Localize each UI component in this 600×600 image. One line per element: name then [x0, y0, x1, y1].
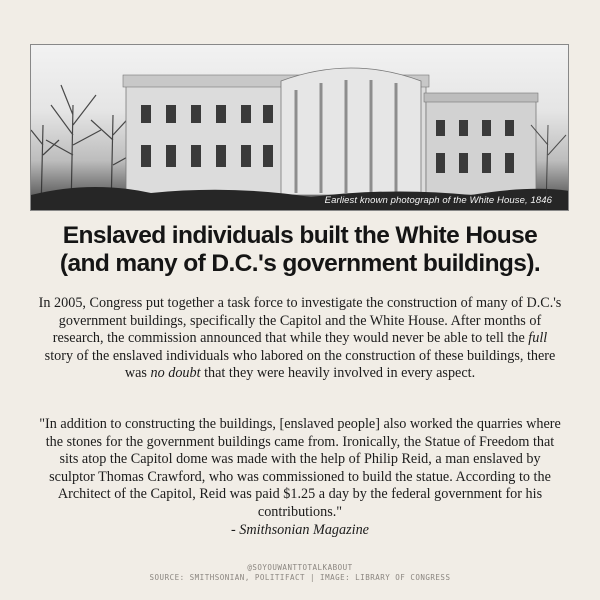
white-house-photo: [30, 44, 569, 211]
emphasis-no-doubt: no doubt: [150, 365, 201, 382]
paragraph-1-text-b: story of the enslaved individuals who labored on the construction of these buildings, there was: [44, 347, 556, 382]
quote-attribution: - Smithsonian Magazine: [231, 521, 369, 538]
footer-handle: @SOYOUWANTTOTALKABOUT: [247, 563, 353, 572]
paragraph-1-text-a: In 2005, Congress put together a task force to investigate the construction of many of D.C.'s government buildings, specifically the Capitol and the White House. After months of research, the commission announced that while they would never be able to tell the: [38, 295, 562, 347]
emphasis-full: full: [528, 330, 548, 347]
headline: [20, 222, 580, 278]
headline-line-2: (and many of D.C.'s government buildings).: [59, 250, 541, 277]
paragraph-1-text-c: that they were heavily involved in every aspect.: [200, 365, 476, 382]
white-house-illustration: [31, 45, 569, 211]
headline-line-1: Enslaved individuals built the White House: [62, 222, 538, 249]
smithsonian-quote: "In addition to constructing the buildings, [enslaved people] also worked the quarries where the stones for the government buildings came from. Ironically, the Statue of Freedom that sits atop the Capitol dome was made with the help of Philip Reid, a man enslaved by sculptor Thomas Crawford, who was commissioned to build the statue. According to the Architect of the Capitol, Reid was paid $1.25 a day by the federal government for his contributions.": [39, 416, 561, 520]
body-paragraph-2: [38, 416, 562, 539]
body-paragraph-1: [38, 295, 562, 383]
photo-caption: Earliest known photograph of the White House, 1846: [324, 195, 552, 206]
footer-source: SOURCE: SMITHSONIAN, POLITIFACT | IMAGE: LIBRARY OF CONGRESS: [149, 573, 451, 582]
